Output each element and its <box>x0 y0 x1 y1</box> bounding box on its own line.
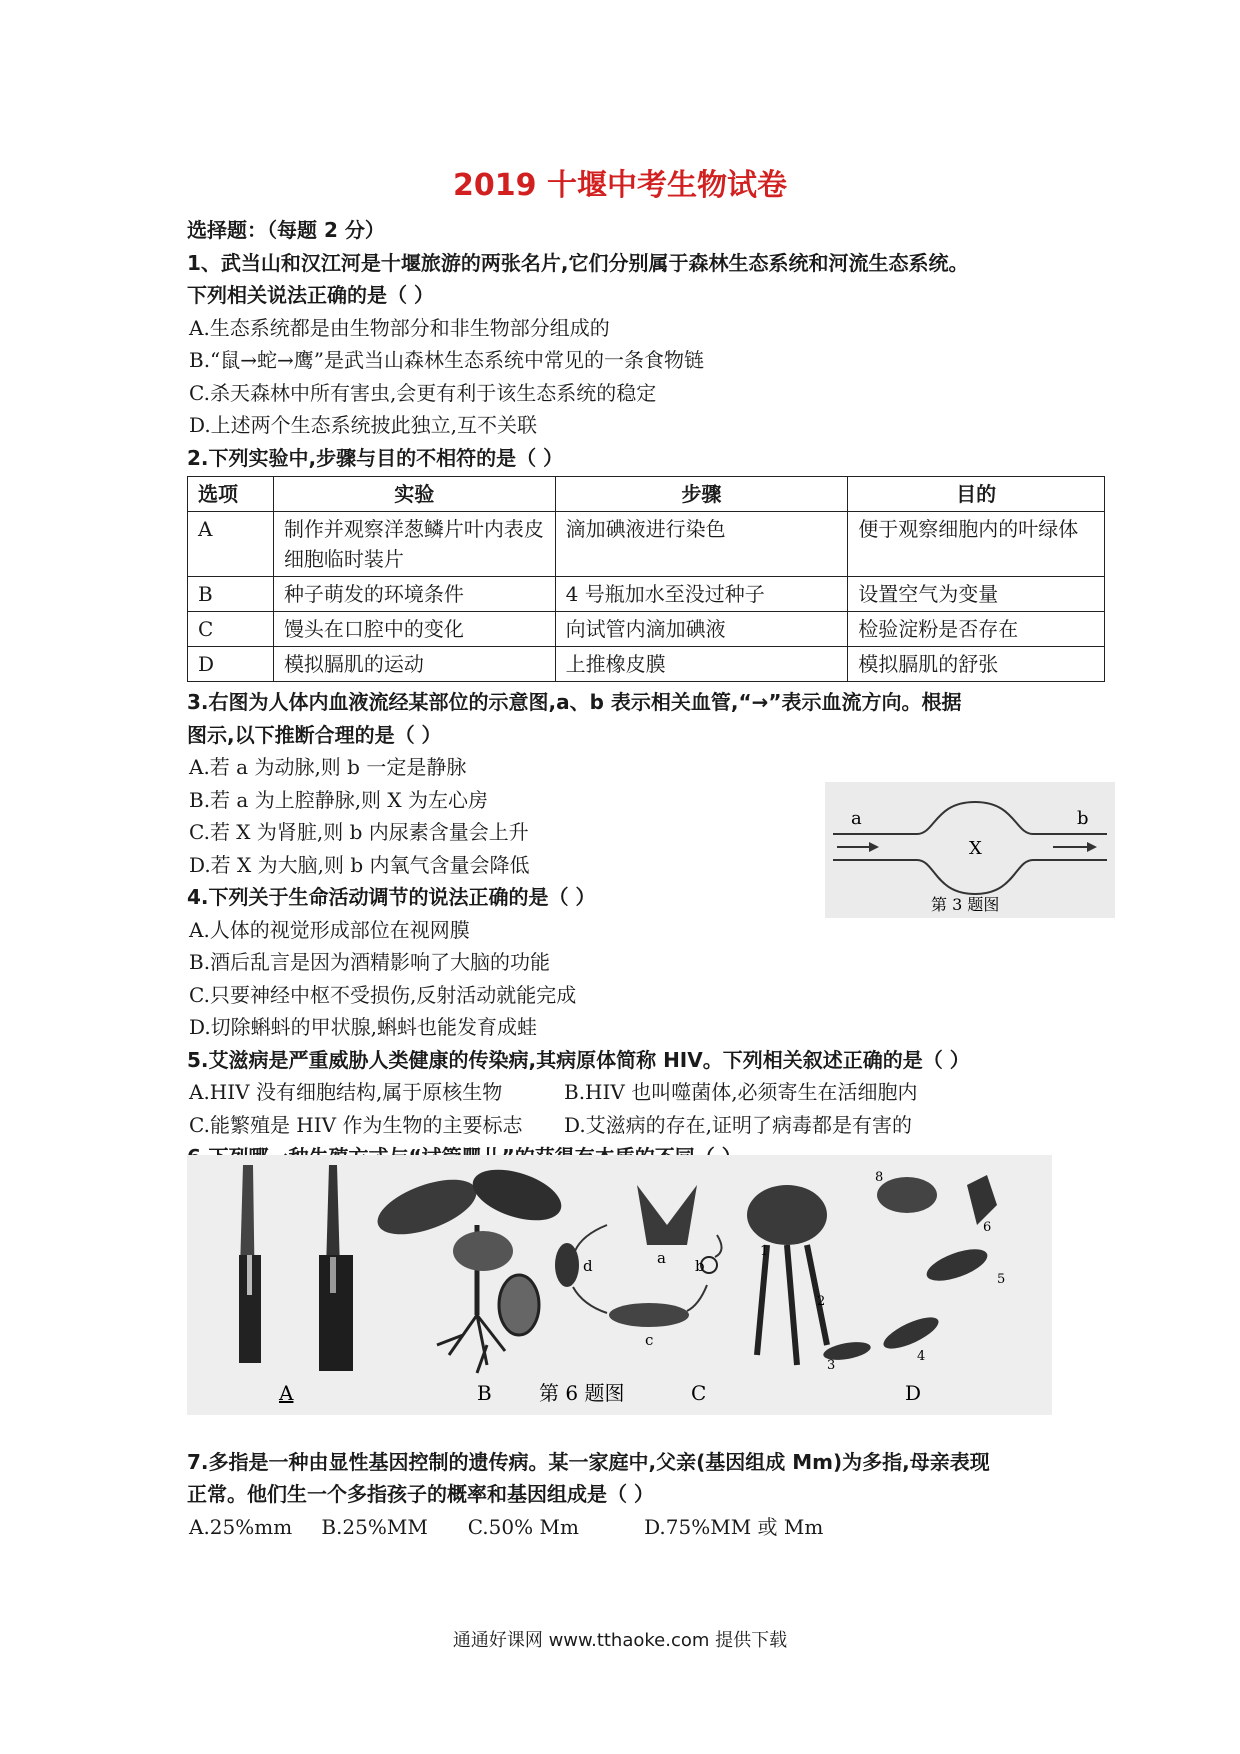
question-2 <box>187 442 1107 683</box>
question-stem: 4.下列关于生命活动调节的说法正确的是（ ） <box>187 885 596 909</box>
stage-label-a: a <box>657 1249 666 1267</box>
table-cell: 4 号瓶加水至没过种子 <box>555 577 848 612</box>
question-stem: 正常。他们生一个多指孩子的概率和基因组成是（ ） <box>187 1482 654 1506</box>
panel-label-b: B <box>477 1381 492 1405</box>
option-a: A.25%mm <box>189 1514 293 1539</box>
page-footer: 通通好课网 www.tthaoke.com 提供下载 <box>452 1630 788 1651</box>
option-c: C.只要神经中枢不受损伤,反射活动就能完成 <box>189 982 577 1007</box>
table-cell: A <box>188 512 274 577</box>
option-b: B.酒后乱言是因为酒精影响了大脑的功能 <box>189 950 551 974</box>
question-stem: 2.下列实验中,步骤与目的不相符的是（ ） <box>187 445 564 470</box>
stage-number: 8 <box>875 1170 884 1185</box>
page-title: 2019 十堰中考生物试卷 <box>453 168 787 203</box>
table-cell: 馒头在口腔中的变化 <box>273 612 555 647</box>
panel-label-a: A <box>279 1381 294 1405</box>
stage-label-c: c <box>645 1331 654 1349</box>
table-cell: D <box>188 647 274 682</box>
question-stem: 1、武当山和汉江河是十堰旅游的两张名片,它们分别属于森林生态系统和河流生态系统。 <box>187 250 969 275</box>
table-cell: 便于观察细胞内的叶绿体 <box>848 512 1105 577</box>
option-a: A.人体的视觉形成部位在视网膜 <box>189 917 470 942</box>
question-stem: 5.艾滋病是严重威胁人类健康的传染病,其病原体简称 HIV。下列相关叙述正确的是（ ） <box>187 1047 970 1072</box>
table-cell: 种子萌发的环境条件 <box>273 577 555 612</box>
vessel-top-line <box>833 802 1107 834</box>
label-b: b <box>1077 808 1089 829</box>
stage-number: 5 <box>997 1272 1006 1287</box>
option-d: D.切除蝌蚪的甲状腺,蝌蚪也能发育成蛙 <box>189 1015 538 1039</box>
option-c: C.能繁殖是 HIV 作为生物的主要标志 <box>189 1112 523 1137</box>
table-cell: 设置空气为变量 <box>848 577 1105 612</box>
seedling-illustration <box>371 1160 568 1373</box>
table-cell: 检验淀粉是否存在 <box>848 612 1105 647</box>
table-header: 目的 <box>848 477 1105 512</box>
option-d: D.若 X 为大脑,则 b 内氧气含量会降低 <box>189 852 530 877</box>
figure-caption: 第 3 题图 <box>931 895 1000 914</box>
option-a: A.生态系统都是由生物部分和非生物部分组成的 <box>189 315 610 340</box>
label-x: X <box>969 838 982 859</box>
question-stem: 下列相关说法正确的是（ ） <box>187 283 434 307</box>
frog-lifecycle-illustration <box>747 1170 1005 1373</box>
option-a: A.若 a 为动脉,则 b 一定是静脉 <box>189 755 467 779</box>
figure-6 <box>187 1155 1052 1415</box>
option-a: A.HIV 没有细胞结构,属于原核生物 <box>189 1080 503 1104</box>
question-1 <box>187 247 1107 442</box>
table-row <box>188 512 1105 577</box>
table-header: 选项 <box>188 477 274 512</box>
vessel-bottom-line <box>833 860 1107 894</box>
table-cell: 制作并观察洋葱鳞片叶内表皮细胞临时装片 <box>273 512 555 577</box>
table-cell: 模拟膈肌的舒张 <box>848 647 1105 682</box>
option-c: C.杀天森林中所有害虫,会更有利于该生态系统的稳定 <box>189 380 657 405</box>
table-header: 实验 <box>273 477 555 512</box>
reproduction-figure <box>187 1155 1052 1415</box>
option-b: B.25%MM <box>321 1514 428 1539</box>
option-c: C.若 X 为肾脏,则 b 内尿素含量会上升 <box>189 820 529 844</box>
table-cell: 滴加碘液进行染色 <box>555 512 848 577</box>
panel-label-d: D <box>905 1381 922 1405</box>
table-cell: C <box>188 612 274 647</box>
option-b: B.若 a 为上腔静脉,则 X 为左心房 <box>189 787 489 812</box>
table-cell: B <box>188 577 274 612</box>
figure-3 <box>825 782 1115 918</box>
arrow-head-icon <box>1087 842 1097 852</box>
arrow-head-icon <box>869 842 879 852</box>
option-d: D.艾滋病的存在,证明了病毒都是有害的 <box>564 1112 913 1137</box>
stage-number: 3 <box>827 1358 836 1373</box>
section-header: 选择题：（每题 2 分） <box>187 218 385 242</box>
option-row <box>187 1109 1107 1142</box>
question-5 <box>187 1044 1107 1142</box>
table-cell: 模拟膈肌的运动 <box>273 647 555 682</box>
panel-label-c: C <box>691 1381 707 1405</box>
question-7 <box>187 1446 1107 1544</box>
table-cell: 上推橡皮膜 <box>555 647 848 682</box>
table-row <box>188 647 1105 682</box>
option-d: D.75%MM 或 Mm <box>644 1514 824 1539</box>
stage-number: 2 <box>817 1294 826 1309</box>
blood-flow-diagram <box>825 782 1115 918</box>
option-c: C.50% Mm <box>467 1514 579 1539</box>
stage-number: 1 <box>760 1244 769 1259</box>
stage-label-d: d <box>583 1257 593 1275</box>
option-row <box>187 1076 1107 1109</box>
option-row <box>187 1511 1107 1544</box>
stage-number: 4 <box>917 1349 926 1364</box>
insect-lifecycle-illustration <box>555 1185 722 1349</box>
figure-caption: 第 6 题图 <box>539 1381 625 1405</box>
option-d: D.上述两个生态系统披此独立,互不关联 <box>189 413 538 437</box>
table-header: 步骤 <box>555 477 848 512</box>
table-header-row <box>188 477 1105 512</box>
table-cell: 向试管内滴加碘液 <box>555 612 848 647</box>
question-stem: 3.右图为人体内血液流经某部位的示意图,a、b 表示相关血管,“→”表示血流方向。根据 <box>187 690 962 714</box>
stage-number: 6 <box>983 1220 992 1235</box>
experiment-table <box>187 476 1105 682</box>
question-stem: 图示,以下推断合理的是（ ） <box>187 722 442 747</box>
table-row <box>188 577 1105 612</box>
table-row <box>188 612 1105 647</box>
grafting-illustration <box>239 1165 353 1371</box>
option-b: B.“鼠→蛇→鹰”是武当山森林生态系统中常见的一条食物链 <box>189 348 705 372</box>
label-a: a <box>851 808 862 829</box>
question-stem: 7.多指是一种由显性基因控制的遗传病。某一家庭中,父亲(基因组成 Mm)为多指,母亲表现 <box>187 1449 990 1474</box>
stage-label-b: b <box>695 1257 705 1275</box>
option-b: B.HIV 也叫噬菌体,必须寄生在活细胞内 <box>564 1080 918 1104</box>
